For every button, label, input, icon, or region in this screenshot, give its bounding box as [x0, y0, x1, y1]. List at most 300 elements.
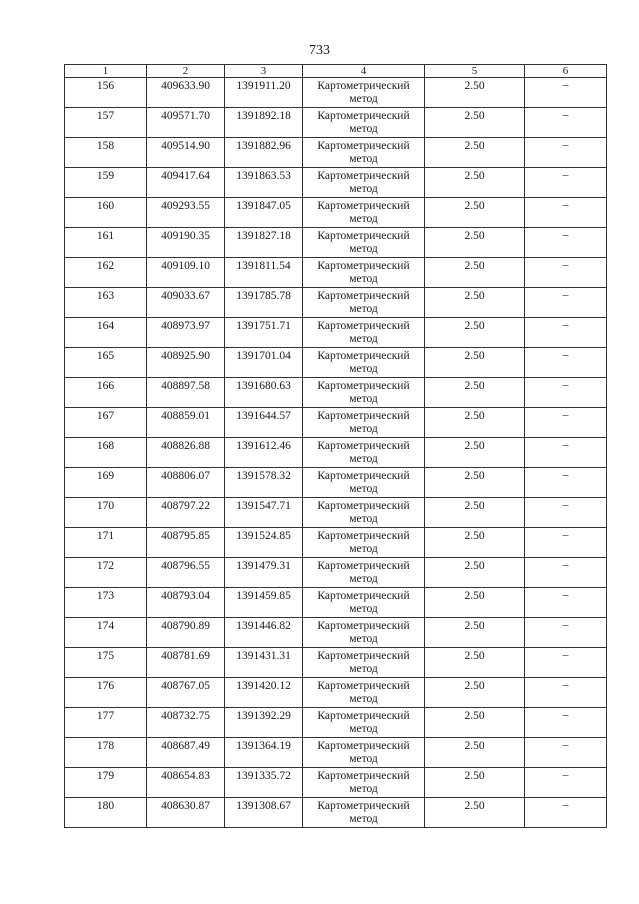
- note-value: –: [562, 799, 569, 811]
- x-coordinate-cell: [147, 198, 225, 228]
- point-number-value: 171: [96, 530, 115, 542]
- accuracy-cell: [425, 798, 525, 828]
- table-row: [65, 558, 607, 588]
- column-header-5: 5: [425, 65, 525, 78]
- accuracy-value: 2.50: [464, 140, 485, 152]
- point-number-value: 163: [96, 290, 115, 302]
- x-coordinate-cell: [147, 108, 225, 138]
- note-cell: [525, 408, 607, 438]
- table-row: [65, 708, 607, 738]
- table-row: [65, 588, 607, 618]
- point-number-value: 174: [96, 620, 115, 632]
- accuracy-value: 2.50: [464, 560, 485, 572]
- method-line-1: Картометрический: [317, 440, 410, 452]
- method-line-2: метод: [349, 213, 378, 225]
- method-cell: [303, 618, 425, 648]
- note-cell: [525, 798, 607, 828]
- point-number-cell: [65, 408, 147, 438]
- accuracy-cell: [425, 768, 525, 798]
- y-coordinate-cell: [225, 138, 303, 168]
- accuracy-value: 2.50: [464, 770, 485, 782]
- note-value: –: [562, 769, 569, 781]
- method-line-1: Картометрический: [317, 230, 410, 242]
- accuracy-value: 2.50: [464, 470, 485, 482]
- note-value: –: [562, 289, 569, 301]
- x-coordinate-cell: [147, 768, 225, 798]
- table-body: [65, 78, 607, 828]
- y-coordinate-value: 1391751.71: [236, 320, 291, 332]
- point-number-value: 166: [96, 380, 115, 392]
- x-coordinate-value: 409293.55: [161, 200, 210, 212]
- point-number-cell: [65, 228, 147, 258]
- point-number-cell: [65, 378, 147, 408]
- page-number: 733: [309, 43, 330, 58]
- accuracy-cell: [425, 138, 525, 168]
- accuracy-value: 2.50: [464, 650, 485, 662]
- y-coordinate-cell: [225, 648, 303, 678]
- column-header-4: 4: [303, 65, 425, 78]
- table-row: [65, 318, 607, 348]
- method-cell: [303, 228, 425, 258]
- x-coordinate-value: 408790.89: [161, 620, 210, 632]
- method-cell: [303, 438, 425, 468]
- table-row: [65, 528, 607, 558]
- method-cell: [303, 108, 425, 138]
- point-number-value: 160: [96, 200, 115, 212]
- point-number-cell: [65, 168, 147, 198]
- note-cell: [525, 678, 607, 708]
- note-cell: [525, 468, 607, 498]
- point-number-cell: [65, 138, 147, 168]
- method-line-1: Картометрический: [317, 500, 410, 512]
- point-number-cell: [65, 588, 147, 618]
- method-line-2: метод: [349, 723, 378, 735]
- accuracy-cell: [425, 588, 525, 618]
- note-value: –: [562, 319, 569, 331]
- point-number-value: 164: [96, 320, 115, 332]
- y-coordinate-value: 1391479.31: [236, 560, 291, 572]
- method-cell: [303, 138, 425, 168]
- accuracy-cell: [425, 468, 525, 498]
- point-number-value: 172: [96, 560, 115, 572]
- y-coordinate-cell: [225, 618, 303, 648]
- table-row: [65, 798, 607, 828]
- method-cell: [303, 708, 425, 738]
- y-coordinate-value: 1391785.78: [236, 290, 291, 302]
- point-number-cell: [65, 258, 147, 288]
- x-coordinate-value: 408859.01: [161, 410, 210, 422]
- y-coordinate-cell: [225, 768, 303, 798]
- method-cell: [303, 678, 425, 708]
- point-number-cell: [65, 438, 147, 468]
- table-row: [65, 138, 607, 168]
- note-cell: [525, 318, 607, 348]
- y-coordinate-value: 1391335.72: [236, 770, 291, 782]
- method-line-1: Картометрический: [317, 770, 410, 782]
- accuracy-cell: [425, 228, 525, 258]
- point-number-value: 175: [96, 650, 115, 662]
- method-cell: [303, 648, 425, 678]
- y-coordinate-value: 1391827.18: [236, 230, 291, 242]
- accuracy-value: 2.50: [464, 740, 485, 752]
- y-coordinate-cell: [225, 348, 303, 378]
- x-coordinate-cell: [147, 708, 225, 738]
- y-coordinate-value: 1391459.85: [236, 590, 291, 602]
- accuracy-cell: [425, 108, 525, 138]
- method-cell: [303, 348, 425, 378]
- method-line-2: метод: [349, 93, 378, 105]
- note-cell: [525, 198, 607, 228]
- method-line-2: метод: [349, 273, 378, 285]
- method-line-1: Картометрический: [317, 200, 410, 212]
- y-coordinate-value: 1391612.46: [236, 440, 291, 452]
- method-line-2: метод: [349, 513, 378, 525]
- y-coordinate-value: 1391701.04: [236, 350, 291, 362]
- accuracy-cell: [425, 618, 525, 648]
- note-value: –: [562, 109, 569, 121]
- note-value: –: [562, 619, 569, 631]
- note-cell: [525, 708, 607, 738]
- method-cell: [303, 318, 425, 348]
- column-header-3: 3: [225, 65, 303, 78]
- method-line-1: Картометрический: [317, 620, 410, 632]
- method-line-2: метод: [349, 303, 378, 315]
- method-line-1: Картометрический: [317, 560, 410, 572]
- accuracy-cell: [425, 288, 525, 318]
- note-cell: [525, 108, 607, 138]
- method-line-2: метод: [349, 783, 378, 795]
- method-line-1: Картометрический: [317, 590, 410, 602]
- x-coordinate-cell: [147, 288, 225, 318]
- note-value: –: [562, 229, 569, 241]
- method-line-1: Картометрический: [317, 110, 410, 122]
- table-row: [65, 438, 607, 468]
- accuracy-cell: [425, 738, 525, 768]
- x-coordinate-cell: [147, 408, 225, 438]
- method-line-1: Картометрический: [317, 350, 410, 362]
- point-number-value: 159: [96, 170, 115, 182]
- y-coordinate-cell: [225, 798, 303, 828]
- y-coordinate-cell: [225, 108, 303, 138]
- point-number-value: 177: [96, 710, 115, 722]
- accuracy-cell: [425, 528, 525, 558]
- x-coordinate-cell: [147, 618, 225, 648]
- point-number-value: 168: [96, 440, 115, 452]
- note-cell: [525, 528, 607, 558]
- method-cell: [303, 378, 425, 408]
- note-cell: [525, 348, 607, 378]
- accuracy-value: 2.50: [464, 80, 485, 92]
- method-line-1: Картометрический: [317, 380, 410, 392]
- point-number-cell: [65, 318, 147, 348]
- method-line-2: метод: [349, 663, 378, 675]
- table-row: [65, 288, 607, 318]
- note-cell: [525, 618, 607, 648]
- method-cell: [303, 588, 425, 618]
- x-coordinate-value: 409109.10: [161, 260, 210, 272]
- method-cell: [303, 738, 425, 768]
- method-line-2: метод: [349, 123, 378, 135]
- accuracy-value: 2.50: [464, 590, 485, 602]
- table-row: [65, 648, 607, 678]
- method-line-2: метод: [349, 483, 378, 495]
- point-number-value: 173: [96, 590, 115, 602]
- point-number-value: 165: [96, 350, 115, 362]
- note-value: –: [562, 259, 569, 271]
- y-coordinate-value: 1391547.71: [236, 500, 291, 512]
- y-coordinate-value: 1391892.18: [236, 110, 291, 122]
- y-coordinate-cell: [225, 198, 303, 228]
- point-number-value: 157: [96, 110, 115, 122]
- accuracy-value: 2.50: [464, 350, 485, 362]
- method-line-2: метод: [349, 393, 378, 405]
- method-line-1: Картометрический: [317, 140, 410, 152]
- method-cell: [303, 78, 425, 108]
- method-line-1: Картометрический: [317, 470, 410, 482]
- method-line-2: метод: [349, 633, 378, 645]
- note-value: –: [562, 739, 569, 751]
- point-number-value: 179: [96, 770, 115, 782]
- point-number-value: 170: [96, 500, 115, 512]
- y-coordinate-value: 1391847.05: [236, 200, 291, 212]
- x-coordinate-cell: [147, 798, 225, 828]
- method-cell: [303, 258, 425, 288]
- note-value: –: [562, 169, 569, 181]
- y-coordinate-cell: [225, 168, 303, 198]
- x-coordinate-cell: [147, 558, 225, 588]
- x-coordinate-value: 408687.49: [161, 740, 210, 752]
- method-line-2: метод: [349, 813, 378, 825]
- accuracy-cell: [425, 708, 525, 738]
- x-coordinate-value: 408826.88: [161, 440, 210, 452]
- note-cell: [525, 378, 607, 408]
- note-value: –: [562, 499, 569, 511]
- point-number-value: 167: [96, 410, 115, 422]
- method-cell: [303, 198, 425, 228]
- accuracy-value: 2.50: [464, 680, 485, 692]
- x-coordinate-cell: [147, 78, 225, 108]
- accuracy-value: 2.50: [464, 440, 485, 452]
- method-line-1: Картометрический: [317, 740, 410, 752]
- x-coordinate-cell: [147, 168, 225, 198]
- y-coordinate-cell: [225, 408, 303, 438]
- x-coordinate-value: 408630.87: [161, 800, 210, 812]
- note-cell: [525, 228, 607, 258]
- accuracy-value: 2.50: [464, 530, 485, 542]
- y-coordinate-value: 1391578.32: [236, 470, 291, 482]
- x-coordinate-cell: [147, 318, 225, 348]
- accuracy-cell: [425, 678, 525, 708]
- method-cell: [303, 468, 425, 498]
- x-coordinate-cell: [147, 228, 225, 258]
- note-value: –: [562, 349, 569, 361]
- accuracy-value: 2.50: [464, 110, 485, 122]
- method-line-1: Картометрический: [317, 680, 410, 692]
- accuracy-value: 2.50: [464, 320, 485, 332]
- point-number-cell: [65, 108, 147, 138]
- y-coordinate-value: 1391420.12: [236, 680, 291, 692]
- note-value: –: [562, 199, 569, 211]
- point-number-value: 162: [96, 260, 115, 272]
- point-number-cell: [65, 708, 147, 738]
- y-coordinate-cell: [225, 378, 303, 408]
- note-value: –: [562, 589, 569, 601]
- accuracy-cell: [425, 498, 525, 528]
- point-number-cell: [65, 648, 147, 678]
- accuracy-cell: [425, 558, 525, 588]
- note-cell: [525, 648, 607, 678]
- y-coordinate-cell: [225, 288, 303, 318]
- x-coordinate-cell: [147, 138, 225, 168]
- point-number-value: 176: [96, 680, 115, 692]
- note-value: –: [562, 469, 569, 481]
- point-number-cell: [65, 288, 147, 318]
- point-number-value: 156: [96, 80, 115, 92]
- point-number-value: 161: [96, 230, 115, 242]
- accuracy-value: 2.50: [464, 380, 485, 392]
- y-coordinate-value: 1391882.96: [236, 140, 291, 152]
- table-row: [65, 498, 607, 528]
- point-number-cell: [65, 678, 147, 708]
- y-coordinate-cell: [225, 228, 303, 258]
- note-value: –: [562, 79, 569, 91]
- x-coordinate-cell: [147, 378, 225, 408]
- x-coordinate-value: 408767.05: [161, 680, 210, 692]
- point-number-cell: [65, 498, 147, 528]
- point-number-cell: [65, 78, 147, 108]
- method-cell: [303, 558, 425, 588]
- table-row: [65, 198, 607, 228]
- method-cell: [303, 168, 425, 198]
- note-value: –: [562, 379, 569, 391]
- y-coordinate-value: 1391863.53: [236, 170, 291, 182]
- note-value: –: [562, 139, 569, 151]
- table-row: [65, 738, 607, 768]
- point-number-cell: [65, 798, 147, 828]
- x-coordinate-cell: [147, 588, 225, 618]
- accuracy-cell: [425, 438, 525, 468]
- y-coordinate-cell: [225, 678, 303, 708]
- method-line-1: Картометрический: [317, 290, 410, 302]
- point-number-cell: [65, 528, 147, 558]
- x-coordinate-value: 409571.70: [161, 110, 210, 122]
- accuracy-cell: [425, 168, 525, 198]
- accuracy-cell: [425, 408, 525, 438]
- y-coordinate-value: 1391308.67: [236, 800, 291, 812]
- point-number-cell: [65, 768, 147, 798]
- note-cell: [525, 768, 607, 798]
- accuracy-value: 2.50: [464, 260, 485, 272]
- table-row: [65, 768, 607, 798]
- y-coordinate-cell: [225, 78, 303, 108]
- point-number-value: 169: [96, 470, 115, 482]
- y-coordinate-cell: [225, 498, 303, 528]
- table-row: [65, 228, 607, 258]
- accuracy-cell: [425, 378, 525, 408]
- x-coordinate-value: 409417.64: [161, 170, 210, 182]
- x-coordinate-cell: [147, 528, 225, 558]
- note-value: –: [562, 439, 569, 451]
- y-coordinate-cell: [225, 558, 303, 588]
- note-cell: [525, 168, 607, 198]
- x-coordinate-value: 409514.90: [161, 140, 210, 152]
- note-cell: [525, 288, 607, 318]
- table-row: [65, 108, 607, 138]
- y-coordinate-value: 1391680.63: [236, 380, 291, 392]
- method-line-2: метод: [349, 333, 378, 345]
- table-row: [65, 78, 607, 108]
- note-cell: [525, 588, 607, 618]
- x-coordinate-value: 408781.69: [161, 650, 210, 662]
- x-coordinate-value: 408925.90: [161, 350, 210, 362]
- method-cell: [303, 288, 425, 318]
- accuracy-cell: [425, 78, 525, 108]
- accuracy-value: 2.50: [464, 800, 485, 812]
- x-coordinate-cell: [147, 498, 225, 528]
- x-coordinate-value: 408973.97: [161, 320, 210, 332]
- note-cell: [525, 258, 607, 288]
- note-value: –: [562, 709, 569, 721]
- x-coordinate-value: 409190.35: [161, 230, 210, 242]
- point-number-value: 180: [96, 800, 115, 812]
- y-coordinate-value: 1391392.29: [236, 710, 291, 722]
- note-value: –: [562, 529, 569, 541]
- y-coordinate-value: 1391524.85: [236, 530, 291, 542]
- y-coordinate-value: 1391446.82: [236, 620, 291, 632]
- method-line-2: метод: [349, 753, 378, 765]
- table-row: [65, 678, 607, 708]
- column-header-2: 2: [147, 65, 225, 78]
- note-value: –: [562, 679, 569, 691]
- x-coordinate-value: 408806.07: [161, 470, 210, 482]
- method-line-1: Картометрический: [317, 260, 410, 272]
- y-coordinate-cell: [225, 438, 303, 468]
- note-value: –: [562, 409, 569, 421]
- point-number-cell: [65, 558, 147, 588]
- x-coordinate-value: 408732.75: [161, 710, 210, 722]
- note-cell: [525, 138, 607, 168]
- point-number-value: 158: [96, 140, 115, 152]
- y-coordinate-value: 1391431.31: [236, 650, 291, 662]
- method-line-2: метод: [349, 363, 378, 375]
- y-coordinate-cell: [225, 258, 303, 288]
- accuracy-value: 2.50: [464, 500, 485, 512]
- point-number-cell: [65, 618, 147, 648]
- x-coordinate-cell: [147, 468, 225, 498]
- table-row: [65, 168, 607, 198]
- column-header-1: 1: [65, 65, 147, 78]
- x-coordinate-cell: [147, 738, 225, 768]
- table-row: [65, 468, 607, 498]
- note-cell: [525, 738, 607, 768]
- method-line-2: метод: [349, 693, 378, 705]
- x-coordinate-value: 409633.90: [161, 80, 210, 92]
- method-line-1: Картометрический: [317, 320, 410, 332]
- y-coordinate-value: 1391911.20: [236, 80, 291, 92]
- x-coordinate-value: 408795.85: [161, 530, 210, 542]
- method-line-2: метод: [349, 603, 378, 615]
- accuracy-value: 2.50: [464, 230, 485, 242]
- x-coordinate-value: 408897.58: [161, 380, 210, 392]
- table-row: [65, 618, 607, 648]
- table-row: [65, 348, 607, 378]
- y-coordinate-cell: [225, 528, 303, 558]
- accuracy-cell: [425, 348, 525, 378]
- method-cell: [303, 408, 425, 438]
- table-row: [65, 258, 607, 288]
- y-coordinate-cell: [225, 738, 303, 768]
- y-coordinate-cell: [225, 708, 303, 738]
